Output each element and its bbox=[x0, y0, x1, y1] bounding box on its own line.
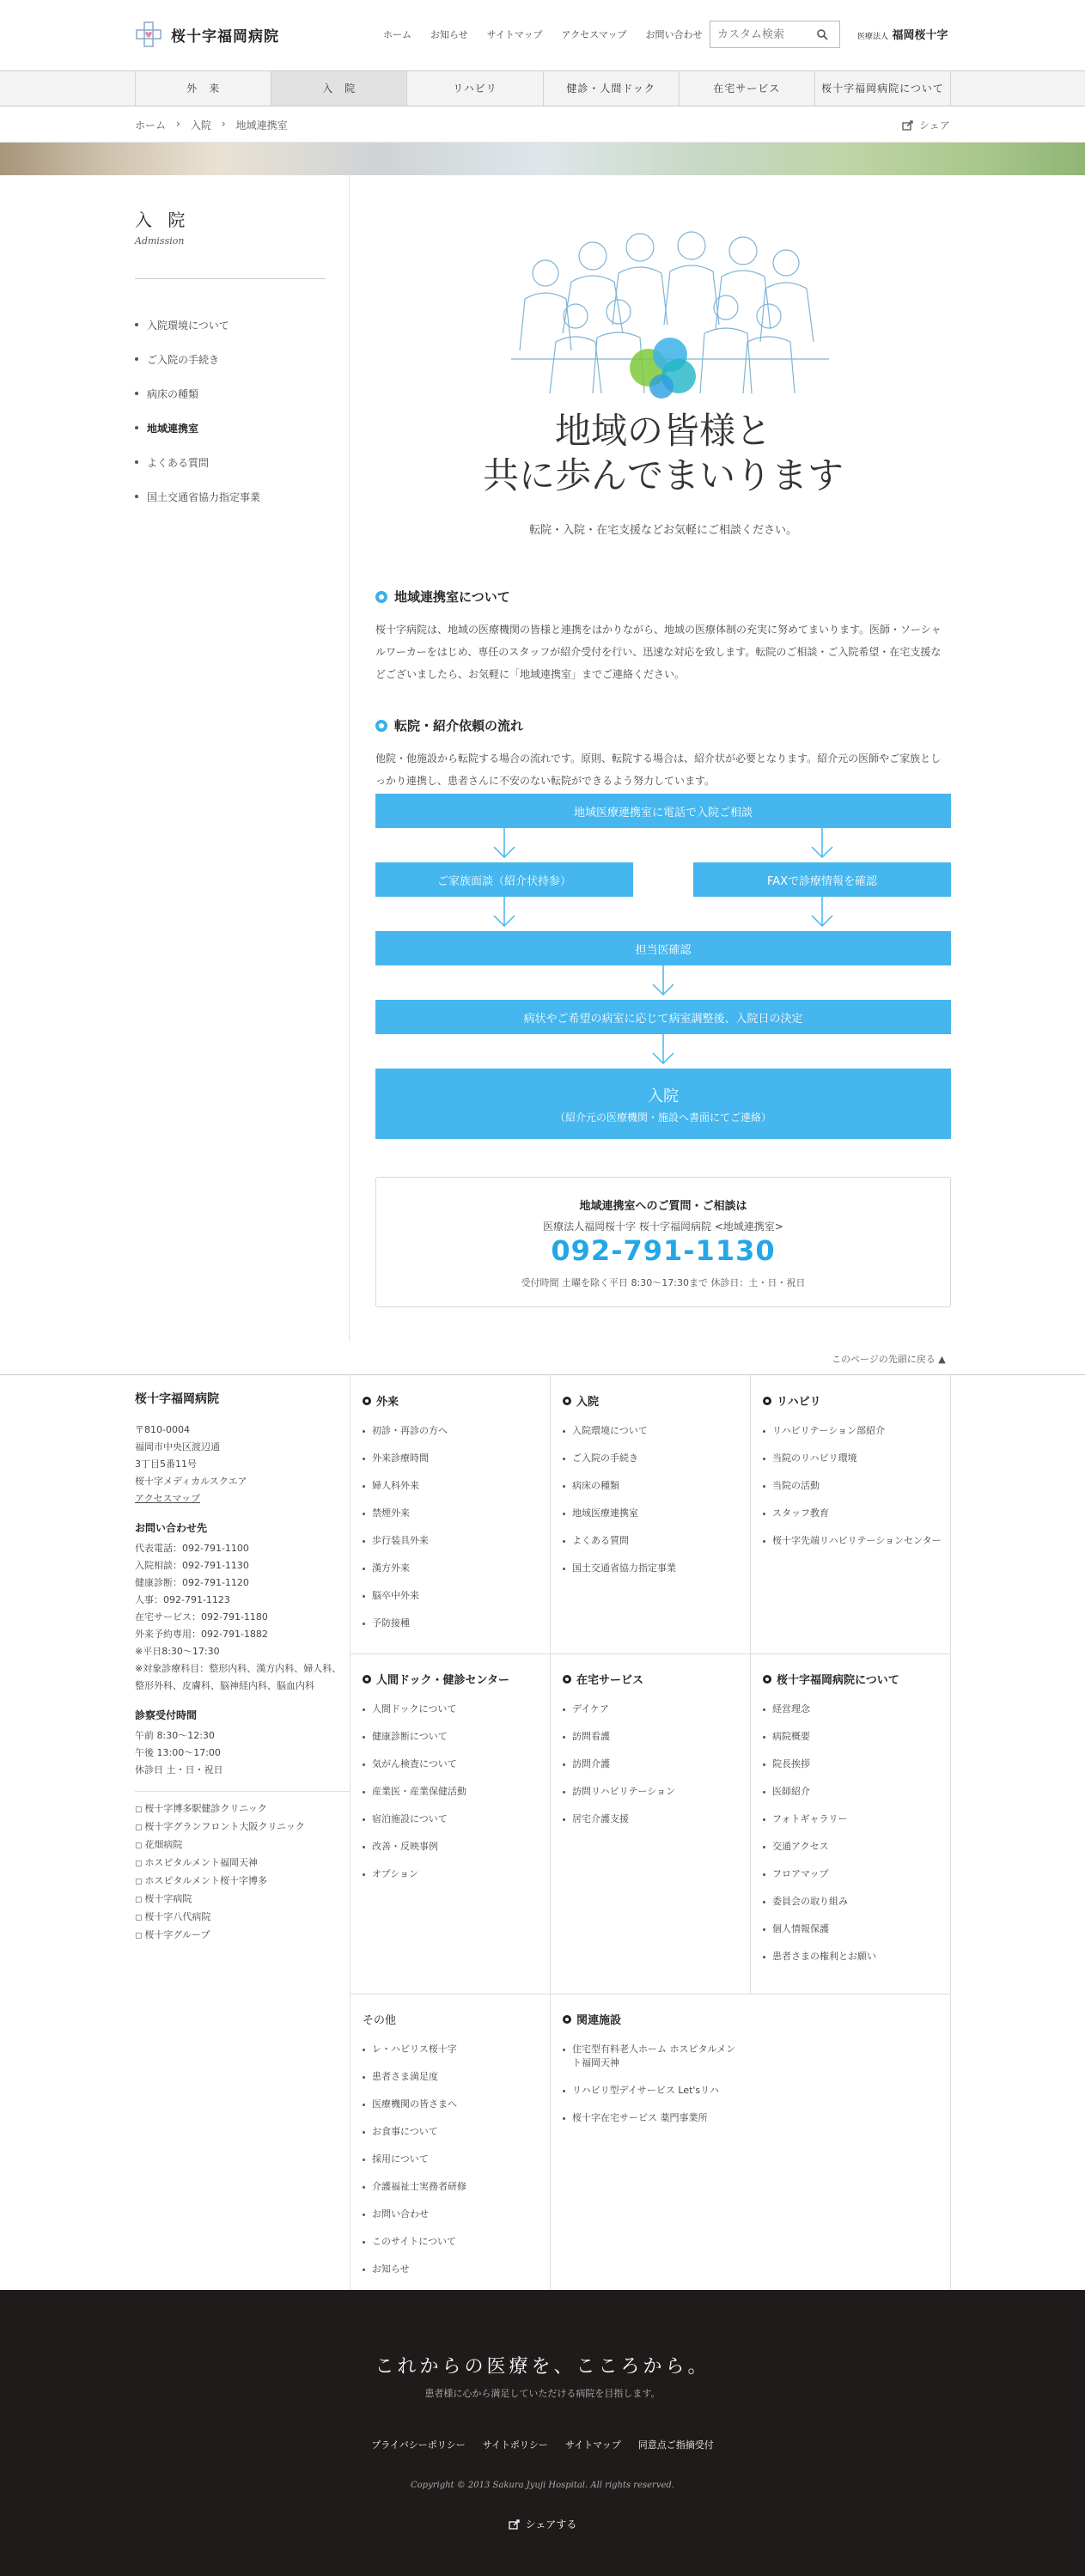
site-logo[interactable] bbox=[135, 21, 279, 48]
footer-share-label: シェアする bbox=[525, 2518, 577, 2530]
circle-bullet-icon bbox=[375, 720, 387, 732]
flow-step-room: 病状やご希望の病室に応じて病室調整後、入院日の決定 bbox=[375, 1000, 951, 1034]
footer-link[interactable]: 住宅型有料老人ホーム ホスピタルメント福岡天神 bbox=[563, 2043, 743, 2070]
address-line: 福岡市中央区渡辺通 bbox=[135, 1441, 220, 1452]
sitemap-link[interactable]: サイトマップ bbox=[564, 2439, 621, 2451]
contact-line: 外来予約専用：092-791-1882 bbox=[135, 1629, 268, 1640]
footer-divider bbox=[350, 1653, 950, 1654]
footer-link[interactable]: お食事について bbox=[363, 2125, 562, 2139]
hours-heading: 診察受付時間 bbox=[135, 1709, 198, 1721]
staff-illustration bbox=[511, 222, 829, 402]
footer-dark bbox=[0, 2290, 1085, 2576]
footer-hospital-name: 桜十字福岡病院 bbox=[135, 1392, 219, 1406]
contact-line: 健康診断：092-791-1120 bbox=[135, 1577, 249, 1588]
contact-line: 在宅サービス：092-791-1180 bbox=[135, 1611, 268, 1623]
footer-link[interactable]: 外来診療時間 bbox=[363, 1452, 562, 1465]
topnav-news[interactable]: お知らせ bbox=[430, 29, 468, 40]
group-link[interactable]: ▢ ホスピタルメント福岡天神 bbox=[135, 1854, 350, 1873]
sidebar-item-label: 地域連携室 bbox=[147, 422, 199, 435]
footer-link[interactable]: 改善・反映事例 bbox=[363, 1840, 562, 1854]
sidebar bbox=[135, 175, 350, 1342]
gnav-checkup[interactable]: 健診・人間ドック bbox=[543, 71, 679, 106]
sidebar-item-label: よくある質問 bbox=[147, 456, 210, 469]
section-heading-liaison bbox=[375, 588, 510, 606]
footer-link[interactable]: 病床の種類 bbox=[563, 1479, 762, 1493]
footer-hospital-info bbox=[135, 1391, 350, 1945]
circle-bullet-icon bbox=[363, 1675, 371, 1684]
footer-link[interactable]: 産業医・産業保健活動 bbox=[363, 1785, 562, 1799]
footer-link[interactable]: 漢方外来 bbox=[363, 1562, 562, 1575]
breadcrumb-admission[interactable]: 入院 bbox=[190, 119, 211, 131]
access-map-link[interactable]: アクセスマップ bbox=[135, 1493, 201, 1504]
sidebar-item-environment[interactable] bbox=[135, 308, 260, 342]
privacy-policy-link[interactable]: プライバシーポリシー bbox=[371, 2439, 466, 2451]
footer-link[interactable]: 禁煙外来 bbox=[363, 1507, 562, 1520]
gnav-outpatient[interactable]: 外 来 bbox=[135, 71, 271, 106]
footer-col-homecare bbox=[563, 1671, 762, 1840]
footer-col-title: 関連施設 bbox=[563, 2011, 743, 2027]
contact-box bbox=[375, 1177, 951, 1307]
footer-link[interactable]: 介護福祉士実務者研修 bbox=[363, 2180, 562, 2194]
group-link[interactable]: ▢ ホスピタルメント桜十字博多 bbox=[135, 1873, 350, 1891]
flow-step-fax: FAXで診療情報を確認 bbox=[693, 862, 951, 897]
global-nav bbox=[0, 70, 1085, 107]
sidebar-item-label: ご入院の手続き bbox=[147, 353, 220, 366]
footer-link[interactable]: リハビリテーション部紹介 bbox=[763, 1424, 962, 1438]
footer-col-other bbox=[363, 2011, 562, 2290]
footer-link[interactable]: 患者さま満足度 bbox=[363, 2070, 562, 2084]
section-title: 転院・紹介依頼の流れ bbox=[394, 718, 524, 734]
footer-link[interactable]: 桜十字在宅サービス 薬門事業所 bbox=[563, 2111, 743, 2125]
gnav-rehab[interactable]: リハビリ bbox=[406, 71, 542, 106]
topnav-contact[interactable]: お問い合わせ bbox=[645, 29, 703, 40]
footer-link[interactable]: 脳卒中外来 bbox=[363, 1589, 562, 1603]
footer-subcopy: 患者様に心から満足していただける病院を目指します。 bbox=[424, 2388, 661, 2399]
breadcrumb-sep-icon: › bbox=[176, 118, 180, 130]
bullet-icon bbox=[135, 426, 138, 429]
footer-link[interactable]: 当院のリハビリ環境 bbox=[763, 1452, 962, 1465]
circle-bullet-icon bbox=[363, 1397, 371, 1405]
footer-link[interactable]: 宿泊施設について bbox=[363, 1812, 562, 1826]
group-link[interactable]: ▢ 桜十字グランフロント大阪クリニック bbox=[135, 1818, 350, 1836]
sidebar-item-faq[interactable] bbox=[135, 445, 260, 479]
topnav-access[interactable]: アクセスマップ bbox=[561, 29, 627, 40]
contact-line: 人事：092-791-1123 bbox=[135, 1594, 230, 1605]
footer-link[interactable]: このサイトについて bbox=[363, 2235, 562, 2249]
referral-flow-diagram bbox=[375, 794, 951, 1139]
footer-link[interactable]: 訪問リハビリテーション bbox=[563, 1785, 762, 1799]
flow-admission-title: 入院 bbox=[648, 1087, 679, 1105]
sidebar-item-liaison[interactable] bbox=[135, 411, 260, 445]
contact-line: 代表電話：092-791-1100 bbox=[135, 1543, 249, 1554]
footer-col-related bbox=[563, 2011, 743, 2139]
share-icon bbox=[902, 120, 914, 131]
share-label: シェア bbox=[919, 119, 950, 131]
footer-col-about bbox=[763, 1671, 962, 1977]
flow-step-family-interview: ご家族面談（紹介状持参） bbox=[375, 862, 633, 897]
footer-col-title[interactable]: 入院 bbox=[563, 1392, 762, 1409]
copyright: Copyright © 2013 Sakura Jyuji Hospital. All rights reserved. bbox=[411, 2481, 674, 2490]
gnav-admission[interactable]: 入 院 bbox=[271, 71, 406, 106]
footer-catchphrase: これからの医療を、こころから。 bbox=[375, 2356, 710, 2378]
sidebar-item-procedure[interactable] bbox=[135, 342, 260, 376]
corp-name[interactable] bbox=[857, 26, 948, 42]
page-top-link[interactable]: このページの先頭に戻る ▲ bbox=[832, 1354, 946, 1365]
page-headline bbox=[375, 409, 951, 498]
footer-link[interactable]: 居宅介護支援 bbox=[563, 1812, 762, 1826]
footer-link[interactable]: よくある質問 bbox=[563, 1534, 762, 1548]
corp-label: 福岡桜十字 bbox=[892, 29, 948, 42]
section-heading-flow bbox=[375, 716, 523, 734]
sidebar-title: 入 院 bbox=[135, 210, 191, 230]
hours-line: 午前 8:30〜12:30 bbox=[135, 1730, 215, 1741]
footer-link[interactable]: 訪問介護 bbox=[563, 1757, 762, 1771]
footer-col-title[interactable]: 人間ドック・健診センター bbox=[363, 1671, 562, 1687]
gnav-about[interactable]: 桜十字福岡病院について bbox=[814, 71, 951, 106]
sidebar-menu bbox=[135, 308, 260, 514]
contact-phone[interactable]: 092-791-1130 bbox=[551, 1234, 776, 1267]
footer-link[interactable]: 病院概要 bbox=[763, 1730, 962, 1744]
contact-title: 地域連携室へのご質問・ご相談は bbox=[579, 1200, 747, 1213]
logo-text: 桜十字福岡病院 bbox=[171, 27, 279, 46]
footer-links bbox=[0, 2438, 1085, 2451]
group-link[interactable]: ▢ 桜十字病院 bbox=[135, 1891, 350, 1909]
circle-bullet-icon bbox=[763, 1397, 771, 1405]
sidebar-item-label: 病床の種類 bbox=[147, 387, 199, 400]
address-line: 桜十字メディカルスクエア bbox=[135, 1476, 247, 1487]
sidebar-item-mlit[interactable] bbox=[135, 479, 260, 514]
footer-link[interactable]: 個人情報保護 bbox=[763, 1922, 962, 1936]
footer-link[interactable]: 桜十字先端リハビリテーションセンター bbox=[763, 1534, 962, 1548]
hero-banner-image bbox=[0, 143, 1085, 175]
footer-link[interactable]: 交通アクセス bbox=[763, 1840, 962, 1854]
footer-link[interactable]: ご入院の手続き bbox=[563, 1452, 762, 1465]
bullet-icon bbox=[135, 495, 138, 498]
search-input[interactable] bbox=[717, 28, 816, 41]
footer-link[interactable]: お問い合わせ bbox=[363, 2208, 562, 2221]
footer-link[interactable]: 院長挨拶 bbox=[763, 1757, 962, 1771]
footer-col-rehab bbox=[763, 1392, 962, 1562]
section-title: 地域連携室について bbox=[394, 589, 510, 605]
circle-bullet-icon bbox=[563, 1397, 571, 1405]
footer-link[interactable]: 予防接種 bbox=[363, 1617, 562, 1630]
footer-link[interactable]: お知らせ bbox=[363, 2262, 562, 2276]
flow-admission-sub: （紹介元の医療機関・施設へ書面にてご連絡） bbox=[554, 1111, 771, 1124]
bullet-icon bbox=[135, 323, 138, 326]
footer-link[interactable]: 地域医療連携室 bbox=[563, 1507, 762, 1520]
topnav-home[interactable]: ホーム bbox=[383, 29, 411, 40]
breadcrumb-bar bbox=[0, 107, 1085, 143]
footer-link[interactable]: オプション bbox=[363, 1867, 562, 1881]
sidebar-item-bed-types[interactable] bbox=[135, 376, 260, 411]
footer-link[interactable]: デイケア bbox=[563, 1702, 762, 1716]
footer-link[interactable]: 入院環境について bbox=[563, 1424, 762, 1438]
footer-link[interactable]: 採用について bbox=[363, 2153, 562, 2166]
headline-line-2: 共に歩んでまいります bbox=[482, 454, 844, 496]
flow-arrows-1 bbox=[375, 828, 951, 862]
circle-bullet-icon bbox=[763, 1675, 771, 1684]
breadcrumb-current: 地域連携室 bbox=[235, 119, 288, 131]
footer-link[interactable]: フォトギャラリー bbox=[763, 1812, 962, 1826]
footer-col-title[interactable]: 外来 bbox=[363, 1392, 562, 1409]
section-text-liaison: 桜十字病院は、地域の医療機関の皆様と連携をはかりながら、地域の医療体制の充実に努めてまいります。医師・ソーシャルワーカーをはじめ、専任のスタッフが紹介受付を行い、迅速な対応を致します。転院のご相談・ご入院希望・在宅支援などございましたら、お気軽に「地域連携室」までご連絡ください。 bbox=[375, 624, 942, 680]
footer-col-outpatient bbox=[363, 1392, 562, 1644]
flow-arrow-4 bbox=[375, 1034, 951, 1069]
hours-line: 休診日 土・日・祝日 bbox=[135, 1764, 223, 1775]
site-header bbox=[0, 0, 1085, 70]
flow-step-call: 地域医療連携室に電話で入院ご相談 bbox=[375, 794, 951, 828]
site-policy-link[interactable]: サイトポリシー bbox=[482, 2439, 548, 2451]
circle-bullet-icon bbox=[563, 2015, 571, 2024]
bullet-icon bbox=[135, 460, 138, 464]
contact-hours: 受付時間 土曜を除く平日 8:30〜17:30まで 休診日：土・日・祝日 bbox=[521, 1277, 806, 1288]
contact-line: 入院相談：092-791-1130 bbox=[135, 1560, 249, 1571]
top-nav bbox=[383, 27, 702, 41]
footer-share-button[interactable] bbox=[0, 2517, 1085, 2531]
footer-link[interactable]: 当院の活動 bbox=[763, 1479, 962, 1493]
share-button[interactable] bbox=[902, 118, 950, 132]
topnav-sitemap[interactable]: サイトマップ bbox=[486, 29, 543, 40]
footer-link[interactable]: 気がん検査について bbox=[363, 1757, 562, 1771]
page-lead: 転院・入院・在宅支援などお気軽にご相談ください。 bbox=[528, 524, 797, 537]
sidebar-divider bbox=[135, 278, 326, 279]
bullet-icon bbox=[135, 392, 138, 395]
breadcrumb-sep-icon: › bbox=[221, 118, 226, 130]
group-links bbox=[135, 1791, 350, 1945]
group-link[interactable]: ▢ 桜十字博多駅健診クリニック bbox=[135, 1800, 350, 1818]
footer-link[interactable]: スタッフ教育 bbox=[763, 1507, 962, 1520]
footer-link[interactable]: 初診・再診の方へ bbox=[363, 1424, 562, 1438]
footer-col-checkup bbox=[363, 1671, 562, 1895]
footer-col-title[interactable]: 桜十字福岡病院について bbox=[763, 1671, 962, 1687]
search-box bbox=[710, 21, 840, 48]
address-line: 3丁目5番11号 bbox=[135, 1459, 197, 1470]
contact-heading: お問い合わせ先 bbox=[135, 1522, 208, 1534]
share-icon bbox=[509, 2519, 521, 2530]
footer-link[interactable]: 医師紹介 bbox=[763, 1785, 962, 1799]
contact-line: ※対象診療科目：整形内科、漢方内科、婦人科、整形外科、皮膚科、脳神経内科、脳血内科 bbox=[135, 1663, 342, 1691]
sidebar-subtitle: Admission bbox=[135, 235, 185, 247]
footer-sitemap bbox=[0, 1374, 1085, 2290]
footer-col-admission bbox=[563, 1392, 762, 1589]
sidebar-item-label: 国土交通省協力指定事業 bbox=[147, 490, 261, 503]
footer-link[interactable]: 健康診断について bbox=[363, 1730, 562, 1744]
breadcrumb-home[interactable]: ホーム bbox=[135, 119, 167, 131]
footer-col-title[interactable]: 在宅サービス bbox=[563, 1671, 762, 1687]
flow-step-admission bbox=[375, 1069, 951, 1139]
footer-link[interactable]: 医療機関の皆さまへ bbox=[363, 2098, 562, 2111]
headline-line-1: 地域の皆様と bbox=[554, 410, 771, 452]
footer-link[interactable]: 患者さまの権利とお願い bbox=[763, 1950, 962, 1964]
feedback-link[interactable]: 同意点ご指摘受付 bbox=[637, 2439, 714, 2451]
address-line: 〒810-0004 bbox=[135, 1424, 190, 1435]
footer-link[interactable]: フロアマップ bbox=[763, 1867, 962, 1881]
flow-arrows-2 bbox=[375, 897, 951, 931]
circle-bullet-icon bbox=[375, 591, 387, 603]
footer-link[interactable]: 人間ドックについて bbox=[363, 1702, 562, 1716]
flow-step-doctor: 担当医確認 bbox=[375, 931, 951, 965]
footer-link[interactable]: 委員会の取り組み bbox=[763, 1895, 962, 1909]
footer-link[interactable]: 国土交通省協力指定事業 bbox=[563, 1562, 762, 1575]
footer-link[interactable]: リハビリ型デイサービス Let'sリハ bbox=[563, 2084, 743, 2098]
footer-link[interactable]: 婦人科外来 bbox=[363, 1479, 562, 1493]
footer-link[interactable]: レ・ハビリス桜十字 bbox=[363, 2043, 562, 2056]
bullet-icon bbox=[135, 357, 138, 361]
logo-cross-icon bbox=[135, 21, 162, 48]
flow-arrow-3 bbox=[375, 965, 951, 1000]
footer-link[interactable]: 訪問看護 bbox=[563, 1730, 762, 1744]
breadcrumb bbox=[135, 118, 288, 132]
footer-col-title[interactable]: リハビリ bbox=[763, 1392, 962, 1409]
group-link[interactable]: ▢ 花畑病院 bbox=[135, 1836, 350, 1854]
footer-col-title: その他 bbox=[363, 2014, 397, 2027]
circle-bullet-icon bbox=[563, 1675, 571, 1684]
corp-small: 医療法人 bbox=[857, 33, 889, 41]
search-icon[interactable] bbox=[816, 28, 828, 40]
section-text-flow: 他院・他施設から転院する場合の流れです。原則、転院する場合は、紹介状が必要となります。紹介元の医師やご家族としっかり連携し、患者さんに不安のない転院ができるよう努力しています。 bbox=[375, 752, 942, 787]
footer-link[interactable]: 歩行装具外来 bbox=[363, 1534, 562, 1548]
sidebar-item-label: 入院環境について bbox=[147, 319, 229, 332]
hours-line: 午後 13:00〜17:00 bbox=[135, 1747, 221, 1758]
contact-line: ※平日8:30〜17:30 bbox=[135, 1646, 220, 1657]
group-link[interactable]: ▢ 桜十字八代病院 bbox=[135, 1909, 350, 1927]
contact-org: 医療法人福岡桜十字 桜十字福岡病院 <地域連携室> bbox=[543, 1221, 783, 1233]
gnav-homecare[interactable]: 在宅サービス bbox=[679, 71, 814, 106]
group-link[interactable]: ▢ 桜十字グループ bbox=[135, 1927, 350, 1945]
footer-link[interactable]: 経営理念 bbox=[763, 1702, 962, 1716]
